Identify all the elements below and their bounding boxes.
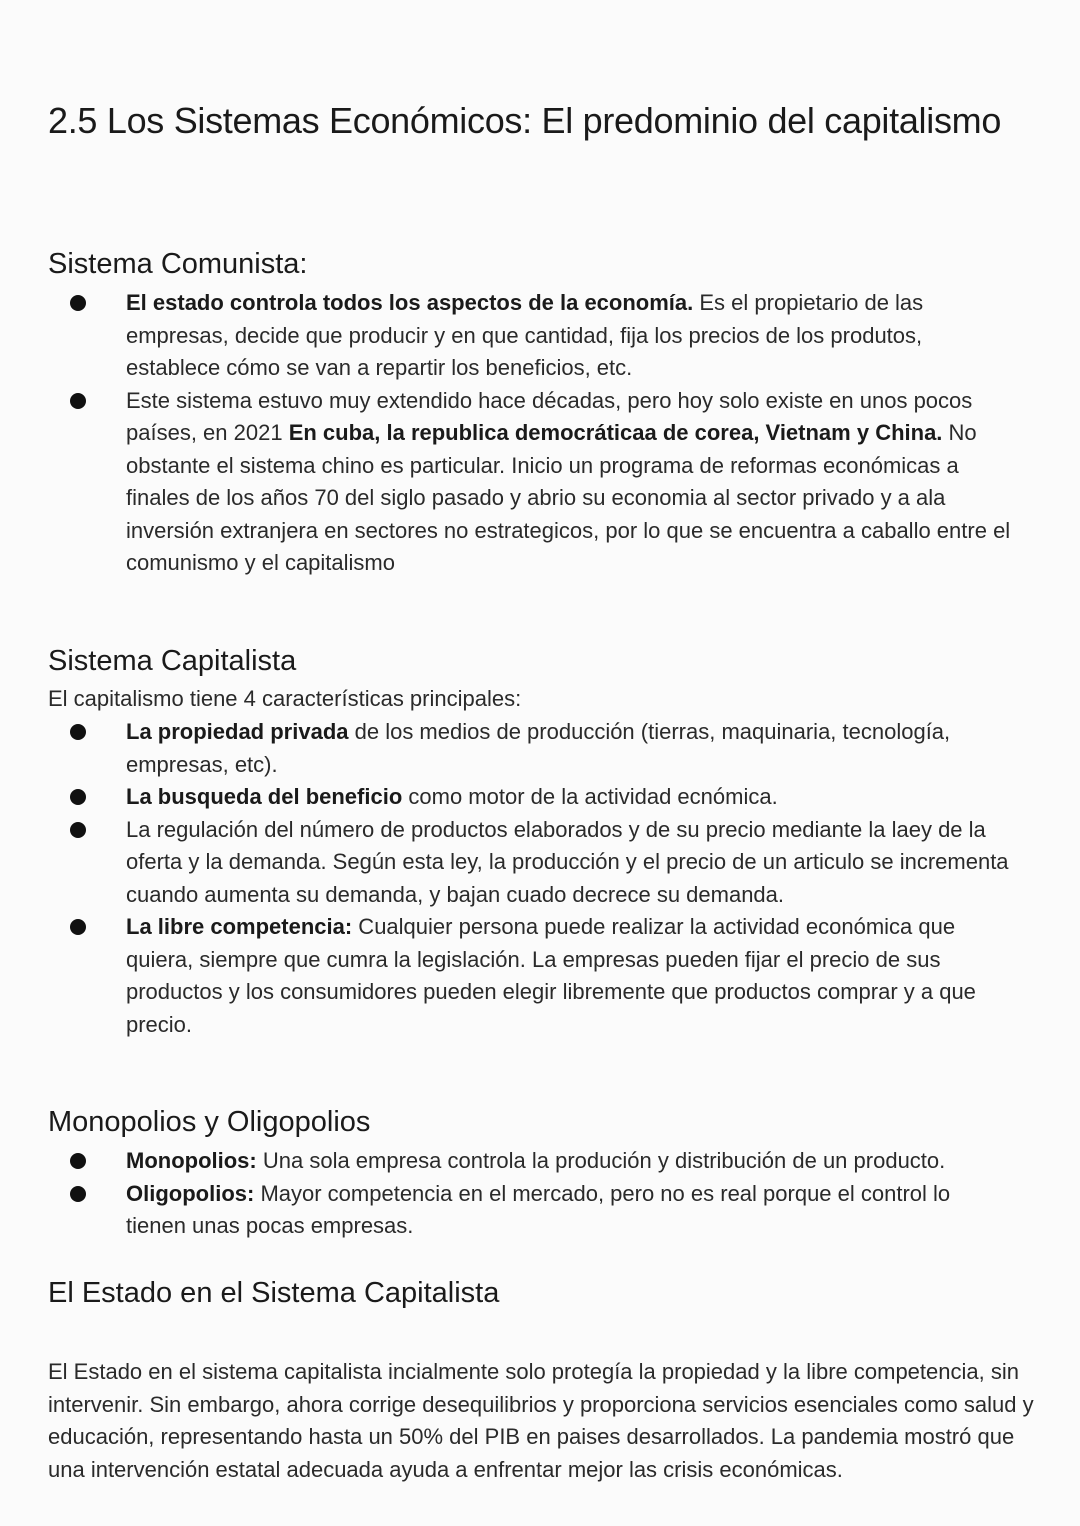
bullet-icon [70, 1153, 86, 1169]
item-text: como motor de la actividad ecnómica. [402, 784, 778, 809]
section-heading-monopolios: Monopolios y Oligopolios [48, 1106, 371, 1138]
monopolios-list [0, 1145, 1016, 1243]
section-heading-capitalista: Sistema Capitalista [48, 645, 297, 677]
item-text: Es el propietario de las empresas, decide que producir y en que cantidad, fija los precios de los produtos, establece cómo se van a repartir los beneficios, etc. [126, 290, 924, 380]
bullet-icon [70, 919, 86, 935]
list-item [0, 781, 1016, 814]
bullet-icon [70, 822, 86, 838]
item-text: Una sola empresa controla la produción y distribución de un producto. [256, 1148, 946, 1173]
bold-text: Oligopolios: [126, 1180, 255, 1206]
list-item [0, 1178, 1016, 1243]
section-heading-estado: El Estado en el Sistema Capitalista [48, 1277, 500, 1309]
item-text: Mayor competencia en el mercado, pero no es real porque el control lo tienen unas pocas empresas. [126, 1180, 951, 1238]
list-item [0, 716, 1016, 781]
bullet-icon [70, 393, 86, 409]
item-text: de los medios de producción (tierras, maquinaria, tecnología, empresas, etc). [126, 719, 951, 777]
estado-paragraph: El Estado en el sistema capitalista incialmente solo protegía la propiedad y la libre competencia, sin intervenir. Sin embargo, ahora corrige desequilibrios y proporciona servicios esenciales como salud y educación, representando hasta un 50% del PIB en paises desarrollados. La pandemia mostró que una intervención estatal adecuada ayuda a enfrentar mejor las crisis económicas. [48, 1359, 1034, 1482]
list-item [0, 911, 1016, 1041]
bold-text: En cuba, la republica democráticaa de corea, Vietnam y China. [288, 420, 943, 445]
list-item [0, 385, 1016, 580]
item-text: Este sistema estuvo muy extendido hace décadas, pero hoy solo existe en unos pocos países, en 2021 [126, 387, 973, 445]
item-text: Cualquier persona puede realizar la actividad económica que quiera, siempre que cumra la legislación. La empresas pueden fijar el precio de sus productos y los consumidores pueden elegir libremente que productos comprar y a que precio. [126, 914, 976, 1037]
bullet-icon [70, 295, 86, 311]
page-title: 2.5 Los Sistemas Económicos: El predominio del capitalismo [48, 100, 1002, 141]
bold-text: Monopolios: [126, 1148, 257, 1173]
bullet-icon [70, 724, 86, 740]
bold-text: La propiedad privada [126, 719, 349, 744]
item-text: La regulación del número de productos elaborados y de su precio mediante la laey de la oferta y la demanda. Según esta ley, la producción y el precio de un articulo se incrementa cuando aumenta su demanda, y bajan cuado decrece su demanda. [126, 816, 1009, 907]
bullet-icon [70, 789, 86, 805]
capitalista-intro: El capitalismo tiene 4 características principales: [48, 686, 522, 711]
bold-text: El estado controla todos los aspectos de la economía. [126, 290, 694, 315]
section-heading-comunista: Sistema Comunista: [48, 248, 308, 280]
bold-text: La busqueda del beneficio [126, 784, 403, 809]
capitalista-list [0, 716, 1016, 1041]
bold-text: La libre competencia: [126, 914, 353, 939]
list-item [0, 814, 1016, 912]
bullet-icon [70, 1186, 86, 1202]
list-item [0, 1145, 1016, 1178]
comunista-list [0, 287, 1016, 580]
list-item [0, 287, 1016, 385]
item-text: No obstante el sistema chino es particular. Inicio un programa de reformas económicas a finales de los años 70 del siglo pasado y abrio su economia al sector privado y a ala inversión extranjera en sectores no estrategicos, por lo que se encuentra a caballo entre el comunismo y el capitalismo [126, 420, 1011, 575]
